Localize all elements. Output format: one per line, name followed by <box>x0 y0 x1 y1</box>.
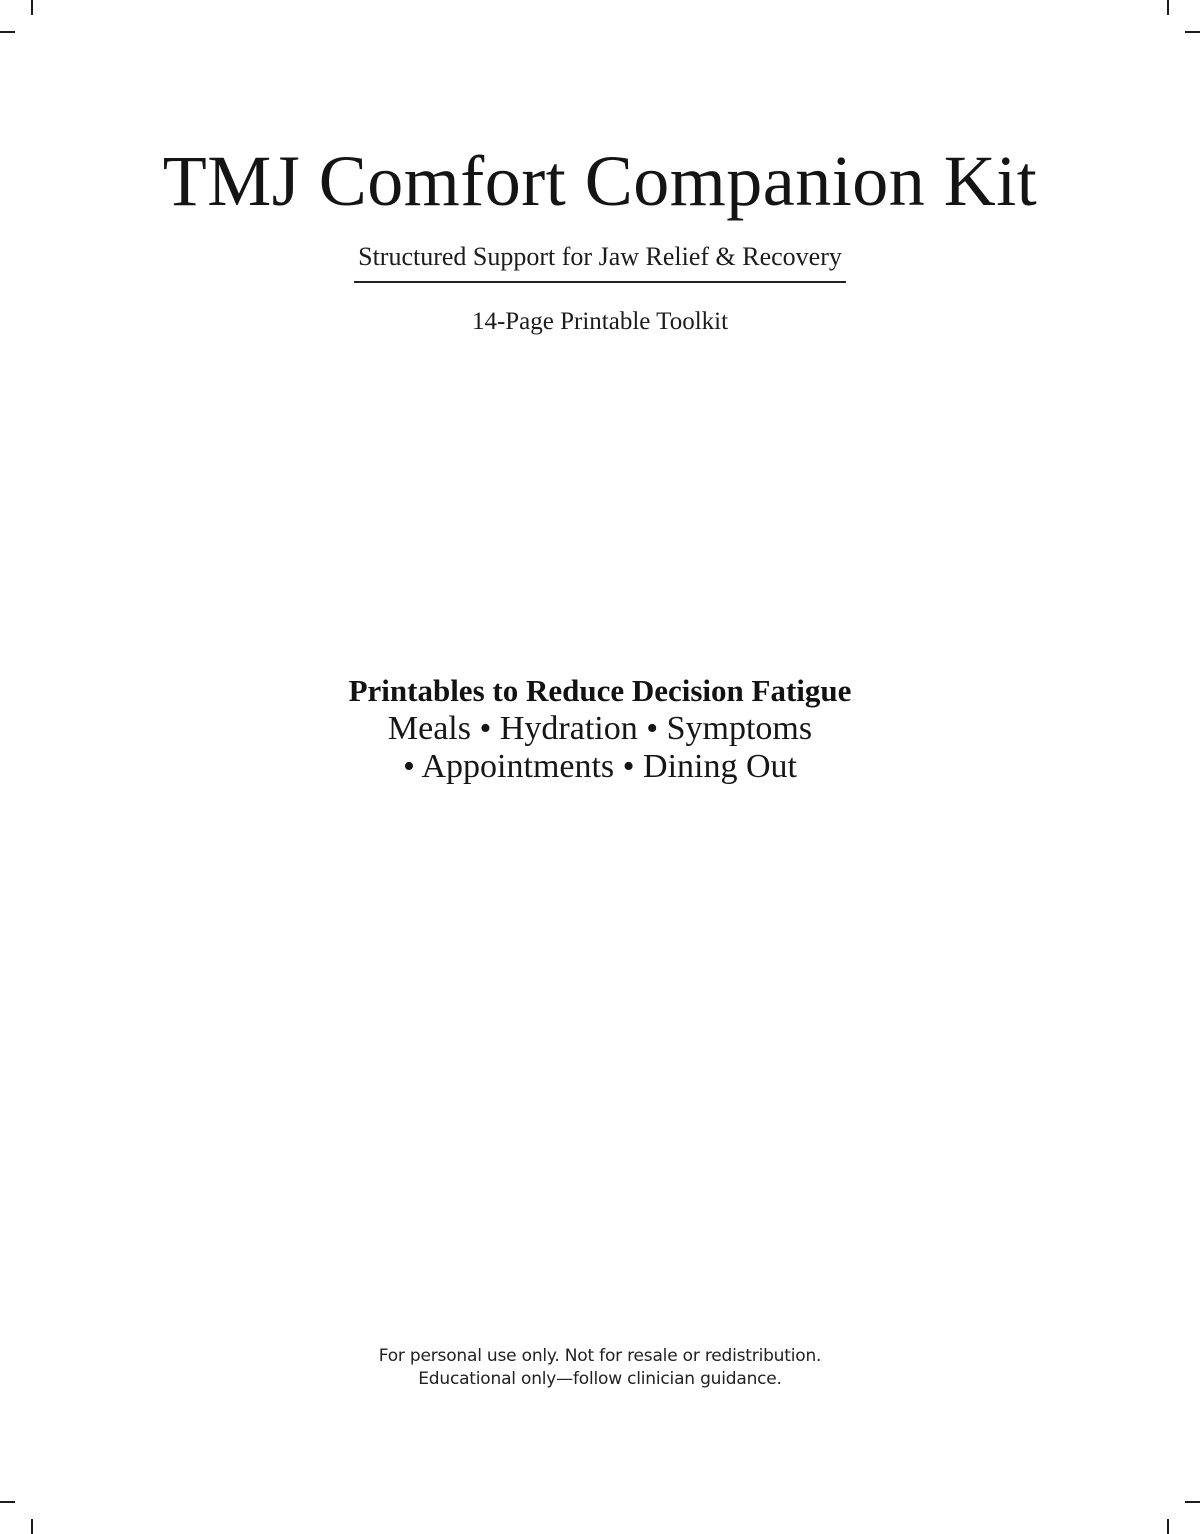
crop-mark-top-right-horizontal <box>1185 31 1200 33</box>
crop-mark-top-left-horizontal <box>0 31 15 33</box>
disclaimer-line-2: Educational only—follow clinician guidance. <box>418 1369 782 1389</box>
toolkit-line: 14-Page Printable Toolkit <box>471 307 729 335</box>
crop-mark-top-left-vertical <box>31 0 33 15</box>
masthead <box>0 141 1200 335</box>
crop-mark-top-right-vertical <box>1167 0 1169 15</box>
disclaimer-line-1: For personal use only. Not for resale or redistribution. <box>378 1346 822 1366</box>
subtitle: Structured Support for Jaw Relief & Recovery <box>354 243 846 283</box>
feature-section <box>0 672 1200 786</box>
crop-mark-bottom-right-horizontal <box>1185 1501 1200 1503</box>
disclaimer <box>0 1345 1200 1391</box>
section-items-line-2: • Appointments • Dining Out <box>402 748 798 785</box>
section-heading: Printables to Reduce Decision Fatigue <box>348 673 852 708</box>
crop-mark-bottom-left-horizontal <box>0 1501 15 1503</box>
subtitle-wrap <box>0 243 1200 283</box>
section-items-line-1: Meals • Hydration • Symptoms <box>387 710 813 747</box>
page-title: TMJ Comfort Companion Kit <box>162 141 1038 221</box>
crop-mark-bottom-left-vertical <box>31 1519 33 1534</box>
crop-mark-bottom-right-vertical <box>1167 1519 1169 1534</box>
